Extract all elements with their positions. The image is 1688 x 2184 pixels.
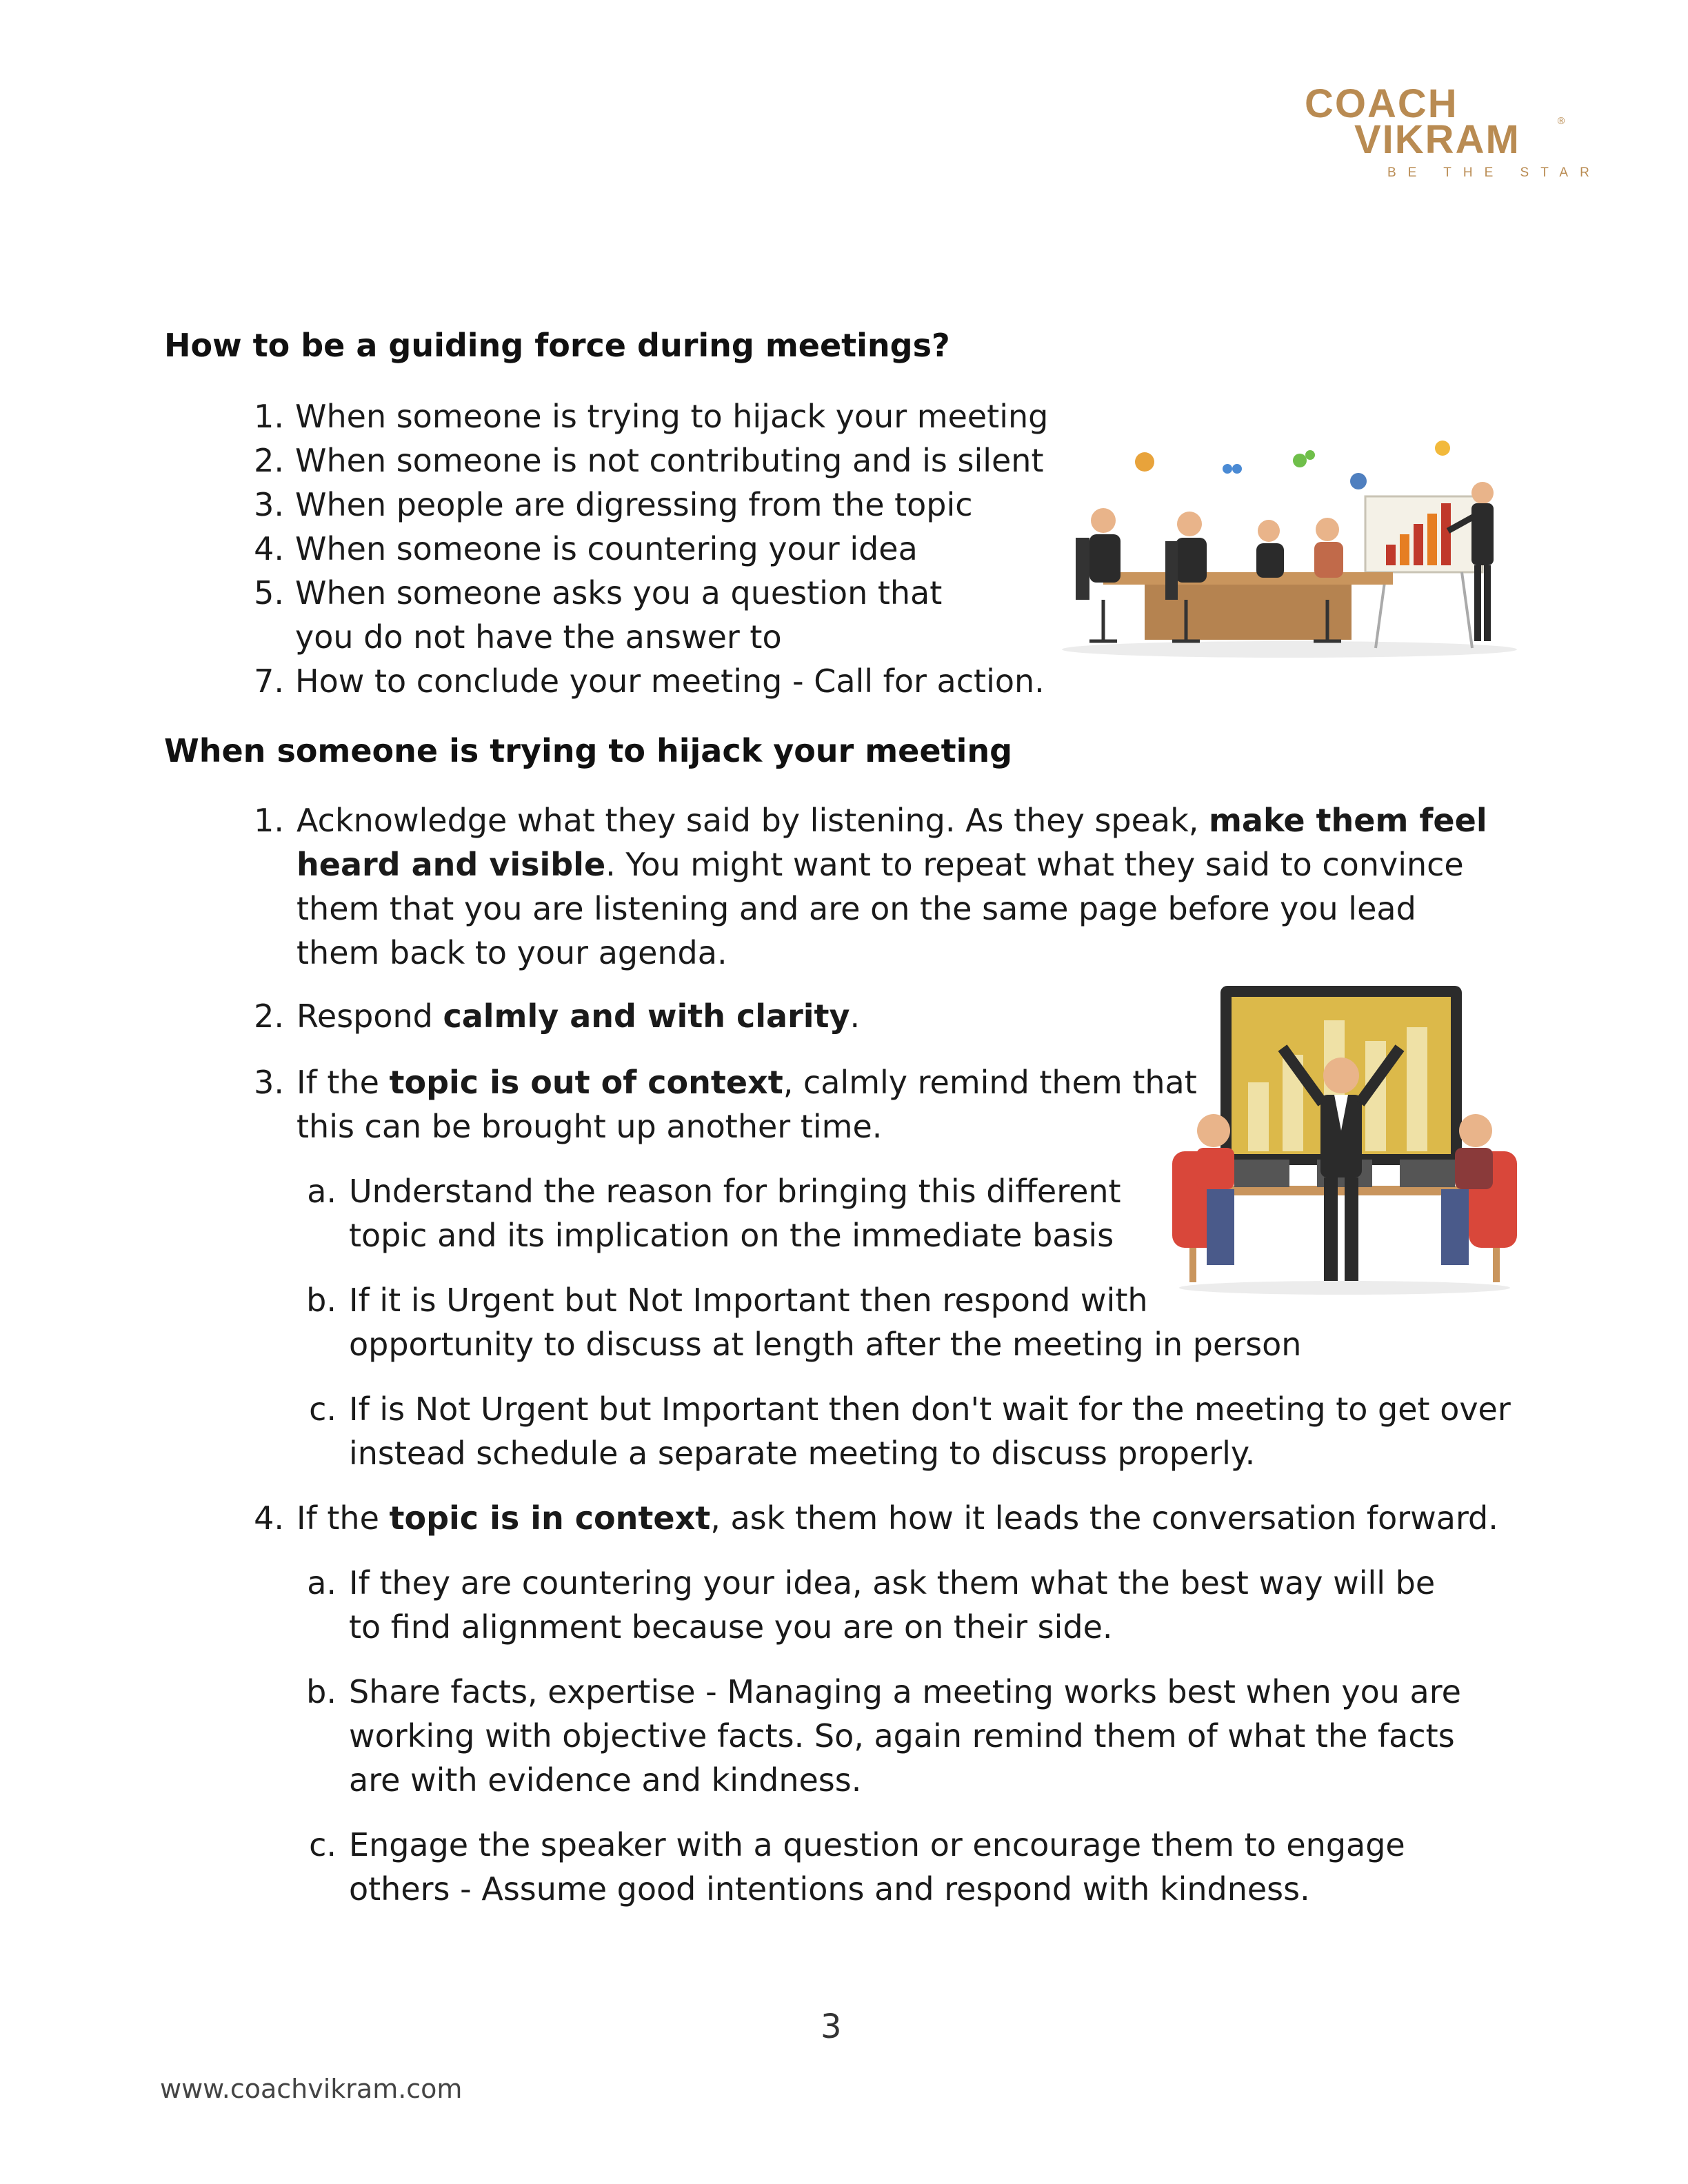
- logo-tagline: BE THE STAR: [1387, 165, 1601, 180]
- list-item: 4. When someone is countering your idea: [254, 530, 918, 567]
- presentation-illustration: [1165, 979, 1524, 1303]
- website-link[interactable]: www.coachvikram.com: [160, 2074, 463, 2104]
- sub-list-item: c. If is Not Urgent but Important then don't wait for the meeting to get over instead schedule a separate meeting to discuss properly.: [309, 1391, 1511, 1472]
- sub-list-item: a. If they are countering your idea, ask them what the best way will be to find alignment because you are on their side.: [307, 1564, 1436, 1646]
- section1-list: [243, 394, 1070, 711]
- meeting-illustration: [1062, 434, 1531, 662]
- brand-logo: [1305, 81, 1601, 188]
- list-item: 7. How to conclude your meeting - Call for action.: [254, 663, 1045, 700]
- logo-line2: VIKRAM: [1354, 117, 1520, 162]
- list-item: 3. If the topic is out of context, calmly remind them that this can be brought up another time. a. Understand the reason for bringing this different topic and its implication on the immediate basis b. If it is Urgent but Not Important then respond with opportunity to discuss at length after the meeting in person c. If is Not Urgent but Important then don't wait for the meeting to get over instead schedule a separate meeting to discuss properly.: [243, 1060, 1518, 1502]
- sub-list-item: b. If it is Urgent but Not Important then respond with opportunity to discuss at length after the meeting in person: [306, 1282, 1302, 1363]
- sub-list-item: a. Understand the reason for bringing this different topic and its implication on the immediate basis: [307, 1173, 1121, 1254]
- logo-registered-mark: ®: [1556, 116, 1566, 127]
- list-item: 1. When someone is trying to hijack your meeting: [254, 398, 1049, 435]
- section1-title: How to be a guiding force during meetings?: [164, 327, 950, 364]
- sub-list-item: b. Share facts, expertise - Managing a meeting works best when you are working with objective facts. So, again remind them of what the facts are with evidence and kindness.: [306, 1673, 1461, 1799]
- list-item: 3. When people are digressing from the topic: [254, 486, 973, 523]
- list-item: 2. When someone is not contributing and is silent: [254, 442, 1044, 479]
- logo-line1: COACH: [1305, 81, 1458, 126]
- list-item: 2. Respond calmly and with clarity.: [254, 998, 861, 1035]
- list-item: 4. If the topic is in context, ask them how it leads the conversation forward. a. If they are countering your idea, ask them what the best way will be to find alignment because you are on their side. b. Share facts, expertise - Managing a meeting works best when you are working with objective facts. So, again remind them of what the facts are with evidence and kindness. c. Engage the speaker with a question or encourage them to engage others - Assume good intentions and respond with kindness.: [243, 1496, 1518, 1923]
- page-number: 3: [821, 2008, 842, 2046]
- sub-list-item: c. Engage the speaker with a question or encourage them to engage others - Assume good intentions and respond with kindness.: [309, 1826, 1405, 1908]
- section2-title: When someone is trying to hijack your meeting: [164, 732, 1013, 769]
- list-item: 1. Acknowledge what they said by listening. As they speak, make them feel heard and visible. You might want to repeat what they said to convince them that you are listening and are on the same page before you lead them back to your agenda.: [254, 802, 1487, 971]
- list-item: 5. When someone asks you a question that you do not have the answer to: [254, 574, 943, 656]
